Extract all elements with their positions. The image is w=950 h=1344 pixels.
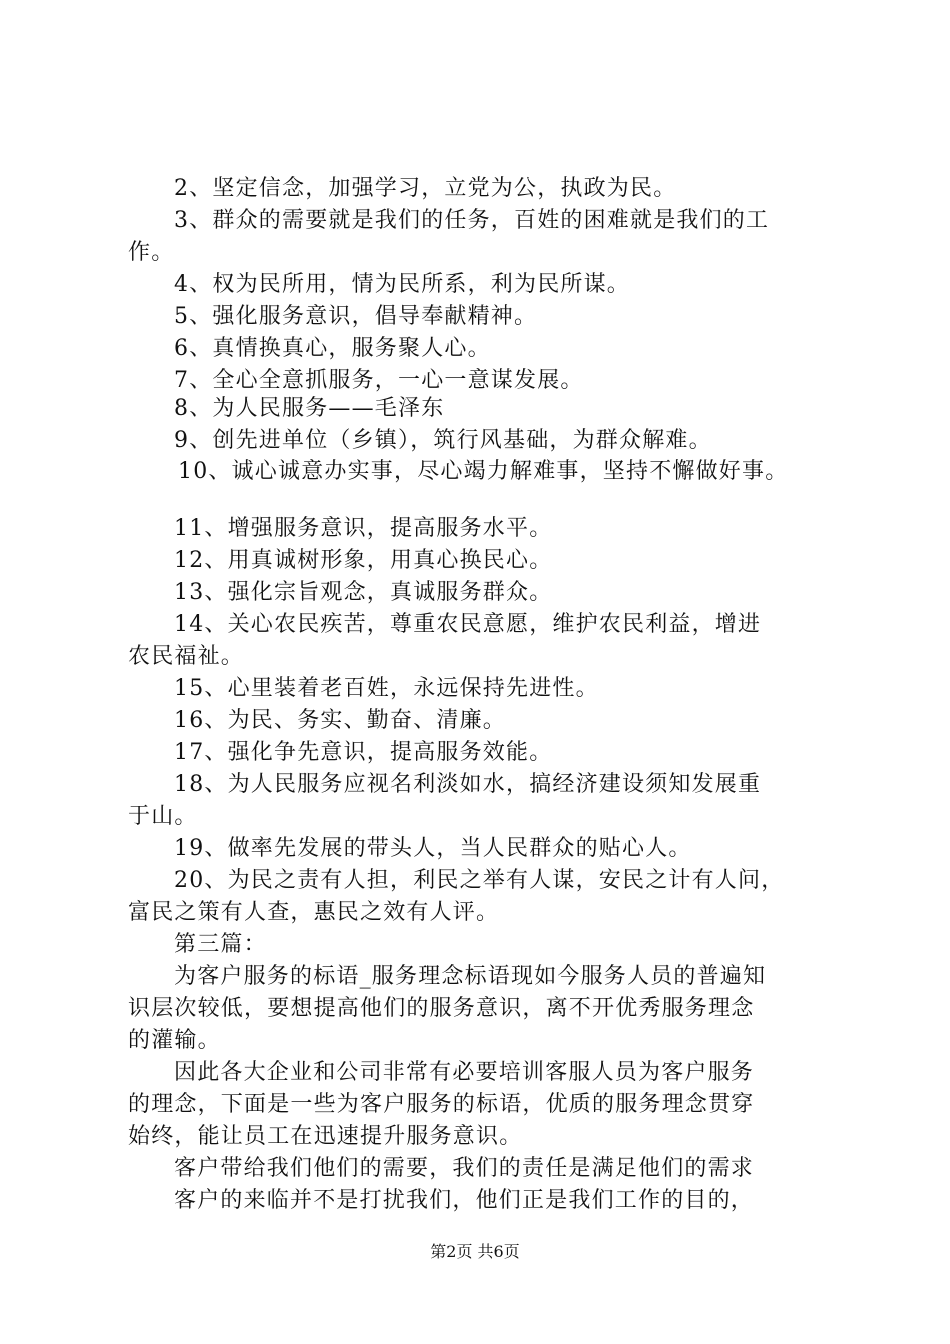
text-line: 17、强化争先意识，提高服务效能。 xyxy=(174,740,553,765)
text-line: 19、做率先发展的带头人，当人民群众的贴心人。 xyxy=(174,836,692,861)
text-line: 始终，能让员工在迅速提升服务意识。 xyxy=(128,1124,523,1149)
section-heading: 第三篇： xyxy=(174,932,267,957)
text-line: 为客户服务的标语_服务理念标语现如今服务人员的普遍知 xyxy=(174,964,767,989)
text-line: 6、真情换真心，服务聚人心。 xyxy=(174,336,491,361)
text-line: 客户的来临并不是打扰我们，他们正是我们工作的目的， xyxy=(174,1188,755,1213)
text-line: 4、权为民所用，情为民所系，利为民所谋。 xyxy=(174,272,630,297)
text-line: 的灌输。 xyxy=(128,1028,221,1053)
text-line: 18、为人民服务应视名利淡如水，搞经济建设须知发展重 xyxy=(174,772,762,797)
text-line: 12、用真诚树形象，用真心换民心。 xyxy=(174,548,553,573)
text-line: 14、关心农民疾苦，尊重农民意愿，维护农民利益，增进 xyxy=(174,612,762,637)
page-footer: 第2页 共6页 xyxy=(430,1242,520,1261)
text-line: 因此各大企业和公司非常有必要培训客服人员为客户服务 xyxy=(174,1060,755,1085)
text-line: 的理念，下面是一些为客户服务的标语，优质的服务理念贯穿 xyxy=(128,1092,755,1117)
text-line: 8、为人民服务——毛泽东 xyxy=(174,396,445,421)
text-line: 3、群众的需要就是我们的任务，百姓的困难就是我们的工 xyxy=(174,208,770,233)
text-line: 农民福祉。 xyxy=(128,644,245,669)
text-line: 9、创先进单位（乡镇），筑行风基础，为群众解难。 xyxy=(174,428,712,453)
text-line: 于山。 xyxy=(128,804,198,829)
text-line: 15、心里装着老百姓，永远保持先进性。 xyxy=(174,676,599,701)
text-line: 识层次较低，要想提高他们的服务意识，离不开优秀服务理念 xyxy=(128,996,755,1021)
text-line: 客户带给我们他们的需要，我们的责任是满足他们的需求 xyxy=(174,1156,755,1181)
text-line: 7、全心全意抓服务，一心一意谋发展。 xyxy=(174,368,584,393)
text-line: 11、增强服务意识，提高服务水平。 xyxy=(174,516,553,541)
text-line: 20、为民之责有人担，利民之举有人谋，安民之计有人问， xyxy=(174,868,785,893)
text-line: 5、强化服务意识，倡导奉献精神。 xyxy=(174,304,538,329)
text-line: 2、坚定信念，加强学习，立党为公，执政为民。 xyxy=(174,176,677,201)
text-line: 13、强化宗旨观念，真诚服务群众。 xyxy=(174,580,553,605)
text-line: 作。 xyxy=(128,240,175,265)
text-line: 富民之策有人查，惠民之效有人评。 xyxy=(128,900,500,925)
text-line: 16、为民、务实、勤奋、清廉。 xyxy=(174,708,506,733)
text-line: 10、诚心诚意办实事，尽心竭力解难事，坚持不懈做好事。 xyxy=(178,459,789,484)
